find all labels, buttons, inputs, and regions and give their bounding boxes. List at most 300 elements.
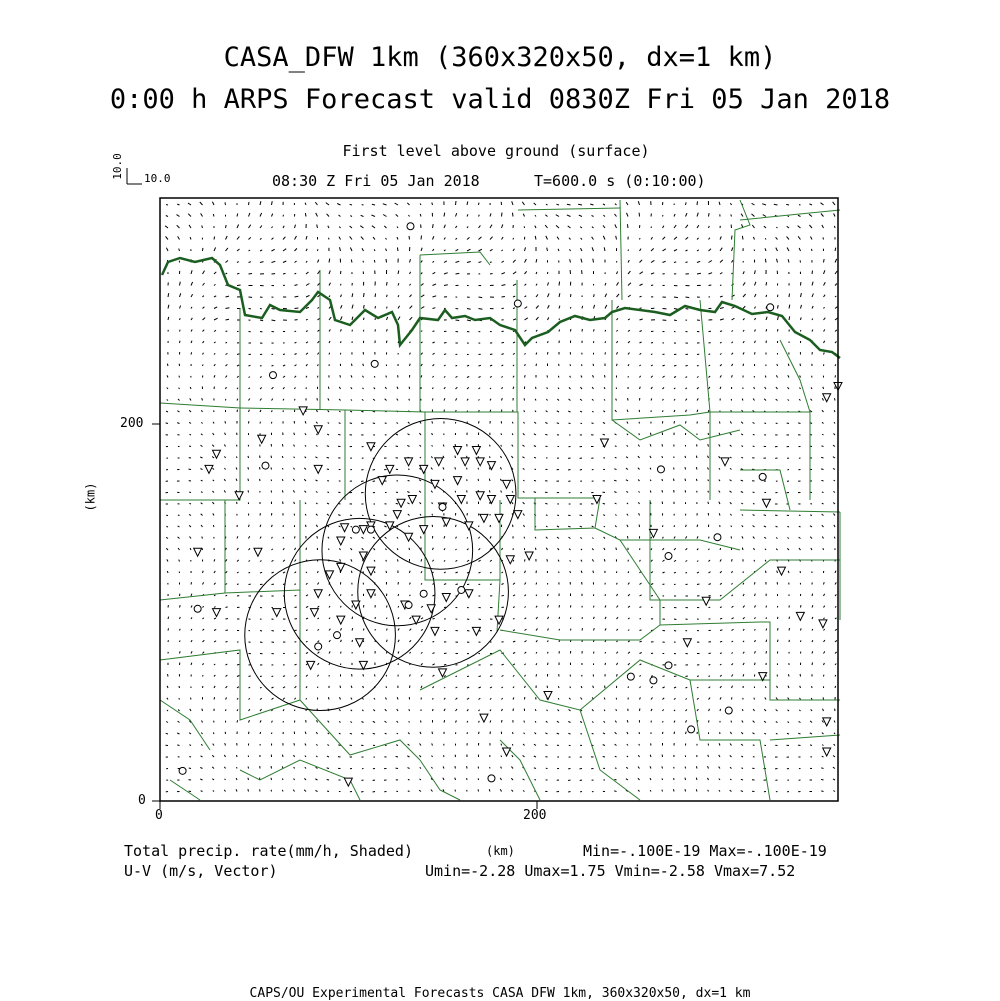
wind-vector — [260, 262, 264, 263]
wind-vector — [592, 733, 594, 734]
wind-vector — [306, 331, 308, 332]
wind-vector — [260, 732, 261, 734]
wind-vector — [640, 697, 641, 699]
wind-vector — [536, 259, 537, 262]
wind-vector — [191, 352, 192, 354]
wind-vector — [834, 422, 835, 423]
wind-vector — [202, 226, 203, 229]
wind-vector — [719, 468, 720, 469]
wind-vector — [340, 697, 341, 699]
wind-vector — [318, 629, 319, 630]
wind-vector — [536, 330, 537, 332]
wind-vector — [396, 745, 398, 746]
wind-vector — [627, 525, 628, 527]
wind-vector — [352, 628, 353, 630]
wind-vector — [524, 422, 525, 424]
wind-vector — [651, 537, 652, 539]
wind-vector — [306, 272, 309, 274]
wind-vector — [180, 651, 181, 653]
wind-vector — [213, 480, 214, 481]
wind-vector — [732, 675, 733, 677]
wind-vector — [674, 309, 678, 310]
wind-vector — [743, 663, 744, 665]
station-circle — [458, 586, 465, 593]
wind-vector — [835, 296, 836, 297]
wind-vector — [189, 768, 191, 769]
wind-vector — [557, 423, 559, 424]
wind-vector — [755, 318, 756, 320]
wind-vector — [444, 238, 445, 240]
wind-vector — [525, 296, 527, 297]
wind-vector — [189, 525, 191, 527]
wind-vector — [523, 214, 524, 217]
wind-vector — [360, 226, 363, 228]
wind-vector — [373, 780, 375, 781]
wind-vector — [166, 548, 168, 550]
station-triangle — [314, 426, 322, 434]
wind-vector — [755, 282, 756, 286]
wind-vector — [547, 375, 548, 377]
wind-vector — [686, 388, 687, 389]
wind-vector — [362, 537, 364, 538]
wind-vector — [592, 411, 593, 412]
wind-vector — [545, 422, 547, 423]
wind-vector — [444, 213, 445, 217]
wind-vector — [557, 526, 559, 527]
wind-vector — [674, 297, 678, 298]
wind-vector — [603, 503, 605, 504]
wind-vector — [616, 236, 617, 240]
wind-vector — [730, 421, 731, 423]
wind-vector — [166, 411, 168, 412]
wind-vector — [569, 399, 571, 401]
wind-vector — [317, 536, 318, 538]
wind-vector — [421, 284, 424, 286]
wind-vector — [709, 549, 710, 550]
wind-vector — [822, 422, 824, 423]
wind-vector — [615, 457, 617, 458]
wind-vector — [407, 756, 409, 757]
wind-vector — [603, 411, 605, 412]
wind-vector — [810, 515, 812, 516]
wind-vector — [397, 709, 398, 711]
wind-vector — [753, 237, 754, 240]
wind-vector — [755, 330, 756, 332]
wind-vector — [755, 605, 756, 607]
wind-vector — [686, 250, 688, 251]
wind-vector — [272, 320, 276, 321]
station-circle — [714, 534, 721, 541]
wind-vector — [787, 423, 789, 424]
wind-vector — [352, 293, 353, 297]
wind-vector — [640, 583, 642, 585]
wind-vector — [512, 491, 513, 492]
wind-vector — [272, 560, 274, 561]
wind-vector — [754, 548, 755, 550]
wind-vector — [604, 710, 605, 711]
wind-vector — [824, 582, 825, 584]
wind-vector — [512, 422, 513, 424]
wind-vector — [811, 237, 813, 240]
wind-vector — [801, 605, 802, 607]
wind-vector — [283, 468, 284, 470]
wind-vector — [546, 721, 548, 722]
wind-vector — [558, 698, 559, 699]
wind-vector — [603, 215, 605, 216]
wind-vector — [306, 525, 307, 527]
wind-vector — [603, 204, 605, 205]
wind-vector — [720, 296, 723, 297]
wind-vector — [339, 721, 340, 722]
wind-vector — [214, 629, 216, 630]
wind-vector — [810, 733, 812, 734]
wind-vector — [502, 297, 505, 298]
wind-vector — [421, 236, 422, 240]
wind-vector — [444, 687, 445, 688]
wind-vector — [592, 423, 594, 424]
wind-vector — [180, 341, 181, 343]
wind-vector — [605, 628, 606, 630]
station-triangle — [503, 480, 511, 488]
wind-vector — [212, 779, 214, 780]
wind-vector — [674, 525, 675, 527]
wind-vector — [626, 779, 628, 780]
wind-vector — [581, 560, 582, 562]
wind-vector — [662, 790, 663, 792]
wind-vector — [387, 282, 388, 286]
wind-vector — [295, 308, 299, 309]
wind-vector — [835, 364, 836, 366]
station-triangle — [386, 465, 394, 473]
wind-vector — [444, 273, 448, 274]
wind-vector — [617, 294, 620, 297]
wind-vector — [410, 284, 411, 286]
wind-vector — [685, 479, 686, 481]
wind-vector — [272, 249, 275, 251]
wind-vector — [236, 789, 237, 791]
wind-vector — [640, 331, 642, 332]
wind-vector — [594, 329, 595, 331]
wind-vector — [626, 202, 628, 205]
wind-vector — [166, 216, 168, 217]
wind-vector — [408, 744, 410, 746]
wind-vector — [316, 767, 318, 768]
wind-vector — [766, 651, 767, 653]
wind-vector — [605, 605, 606, 607]
wind-vector — [753, 721, 755, 723]
wind-vector — [686, 732, 687, 734]
wind-vector — [421, 663, 423, 665]
wind-vector — [523, 445, 525, 447]
wind-vector — [260, 410, 261, 412]
wind-vector — [339, 548, 340, 550]
wind-vector — [226, 686, 228, 688]
wind-vector — [513, 284, 516, 286]
wind-vector — [226, 548, 227, 550]
wind-vector — [614, 480, 616, 481]
wind-vector — [559, 617, 560, 619]
wind-vector — [513, 619, 515, 620]
wind-vector — [525, 664, 526, 665]
wind-vector — [283, 365, 285, 366]
wind-vector — [535, 537, 536, 539]
wind-vector — [536, 306, 539, 309]
wind-vector — [833, 445, 835, 446]
wind-vector — [387, 295, 388, 297]
wind-vector — [165, 226, 168, 228]
wind-vector — [835, 675, 836, 677]
wind-vector — [350, 423, 352, 424]
wind-vector — [316, 410, 317, 412]
wind-vector — [789, 674, 790, 676]
wind-vector — [686, 297, 690, 298]
wind-vector — [362, 248, 364, 251]
wind-vector — [443, 445, 444, 447]
wind-vector — [512, 445, 513, 447]
wind-vector — [663, 399, 664, 401]
wind-vector — [674, 687, 676, 688]
wind-vector — [788, 387, 790, 389]
wind-vector — [456, 572, 458, 573]
wind-vector — [651, 572, 653, 574]
wind-vector — [719, 743, 720, 745]
wind-vector — [778, 628, 779, 630]
wind-vector — [651, 260, 654, 262]
wind-vector — [177, 733, 179, 734]
wind-vector — [798, 226, 801, 228]
wind-vector — [226, 364, 228, 366]
wind-vector — [638, 502, 639, 504]
wind-vector — [787, 248, 789, 252]
wind-vector — [525, 583, 526, 585]
wind-vector — [489, 490, 490, 492]
wind-vector — [821, 214, 824, 217]
wind-vector — [479, 399, 480, 400]
wind-vector — [833, 468, 835, 469]
wind-vector — [433, 284, 437, 286]
wind-vector — [272, 399, 273, 401]
wind-vector — [408, 434, 410, 435]
wind-vector — [212, 502, 214, 504]
wind-vector — [638, 790, 639, 792]
wind-vector — [534, 203, 536, 205]
wind-vector — [720, 387, 721, 389]
wind-vector — [822, 398, 823, 400]
wind-vector — [720, 571, 722, 573]
wind-vector — [524, 733, 525, 734]
wind-vector — [363, 364, 364, 366]
chart-title-line1: CASA_DFW 1km (360x320x50, dx=1 km) — [0, 42, 1000, 73]
wind-vector — [833, 779, 835, 780]
wind-vector — [339, 709, 340, 711]
wind-vector — [361, 411, 363, 412]
wind-vector — [570, 249, 571, 251]
wind-vector — [351, 571, 352, 573]
wind-vector — [753, 515, 755, 516]
wind-vector — [812, 617, 813, 619]
wind-vector — [640, 548, 641, 550]
wind-vector — [662, 444, 663, 446]
wind-vector — [732, 595, 733, 596]
wind-vector — [203, 606, 204, 607]
wind-vector — [674, 410, 675, 412]
wind-vector — [822, 733, 824, 734]
wind-vector — [559, 319, 560, 321]
wind-vector — [559, 306, 560, 309]
wind-vector — [306, 606, 308, 607]
wind-vector — [523, 791, 524, 792]
wind-vector — [638, 468, 640, 470]
wind-vector — [626, 468, 628, 469]
station-triangle — [819, 620, 827, 628]
wind-vector — [674, 789, 675, 791]
wind-vector — [467, 549, 469, 550]
wind-vector — [663, 548, 665, 550]
wind-vector — [741, 469, 743, 470]
wind-vector — [479, 537, 480, 539]
wind-vector — [294, 468, 295, 470]
wind-vector — [766, 317, 767, 320]
y-tick-0: 0 — [138, 793, 146, 808]
wind-vector — [525, 318, 528, 320]
wind-vector — [419, 491, 421, 493]
wind-vector — [765, 698, 766, 700]
station-triangle — [205, 465, 213, 473]
wind-vector — [592, 526, 594, 527]
station-triangle — [194, 548, 202, 556]
wind-vector — [455, 790, 456, 792]
wind-vector — [798, 733, 800, 734]
wind-vector — [742, 548, 743, 550]
wind-vector — [686, 365, 688, 366]
wind-vector — [295, 365, 297, 366]
wind-vector — [397, 733, 398, 734]
wind-vector — [479, 548, 481, 550]
wind-vector — [824, 629, 825, 631]
reference-vector-v-label: 10.0 — [111, 153, 124, 180]
wind-vector — [467, 376, 469, 377]
wind-vector — [467, 631, 469, 632]
wind-vector — [350, 248, 352, 252]
wind-vector — [743, 652, 744, 654]
wind-vector — [776, 387, 778, 389]
wind-vector — [306, 698, 307, 699]
wind-vector — [226, 642, 228, 643]
wind-vector — [720, 641, 722, 642]
wind-vector — [568, 411, 570, 412]
wind-vector — [708, 456, 709, 458]
wind-vector — [835, 271, 837, 274]
wind-vector — [525, 364, 526, 366]
wind-vector — [490, 388, 491, 389]
wind-vector — [419, 480, 421, 481]
wind-vector — [237, 548, 238, 550]
wind-vector — [774, 204, 778, 205]
wind-vector — [407, 445, 409, 446]
wind-vector — [283, 698, 285, 700]
wind-vector — [523, 514, 525, 516]
wind-vector — [328, 410, 329, 412]
wind-vector — [502, 213, 503, 217]
wind-vector — [592, 399, 594, 400]
wind-vector — [467, 262, 471, 263]
wind-vector — [225, 743, 226, 745]
station-circle — [514, 300, 521, 307]
wind-vector — [249, 720, 250, 722]
wind-vector — [306, 249, 307, 251]
wind-vector — [741, 214, 743, 217]
wind-vector — [444, 664, 446, 665]
wind-vector — [249, 365, 251, 366]
station-circle — [488, 775, 495, 782]
wind-vector — [640, 595, 642, 596]
wind-vector — [317, 720, 318, 722]
wind-vector — [387, 606, 388, 608]
wind-vector — [559, 640, 560, 642]
wind-vector — [500, 789, 501, 791]
wind-vector — [214, 353, 215, 354]
wind-vector — [202, 537, 203, 539]
wind-vector — [272, 687, 274, 688]
wind-vector — [697, 387, 699, 389]
wind-vector — [605, 330, 606, 332]
wind-vector — [316, 525, 317, 527]
wind-vector — [351, 698, 352, 700]
wind-vector — [327, 791, 329, 792]
wind-vector — [719, 767, 720, 769]
wind-vector — [755, 663, 756, 665]
wind-vector — [615, 515, 616, 516]
wind-vector — [824, 307, 825, 308]
wind-vector — [742, 721, 743, 723]
wind-vector — [536, 342, 537, 343]
wind-vector — [213, 513, 214, 515]
wind-vector — [168, 293, 169, 297]
wind-vector — [686, 309, 689, 310]
wind-vector — [674, 676, 676, 677]
wind-vector — [387, 317, 388, 320]
wind-vector — [536, 284, 537, 286]
wind-vector — [283, 399, 284, 401]
wind-vector — [730, 767, 732, 768]
wind-vector — [166, 733, 168, 734]
wind-vector — [479, 237, 482, 240]
wind-vector — [755, 640, 756, 642]
wind-vector — [479, 421, 480, 423]
wind-vector — [709, 285, 712, 286]
wind-vector — [338, 434, 340, 435]
wind-vector — [214, 307, 217, 309]
wind-vector — [741, 732, 743, 734]
wind-vector — [191, 294, 193, 297]
wind-vector — [580, 470, 582, 471]
wind-vector — [329, 549, 330, 550]
wind-vector — [479, 698, 481, 699]
wind-vector — [513, 652, 515, 653]
wind-vector — [614, 469, 616, 470]
wind-vector — [177, 225, 180, 228]
wind-vector — [444, 225, 445, 228]
wind-vector — [283, 226, 284, 228]
wind-vector — [306, 353, 308, 355]
wind-vector — [557, 237, 559, 240]
wind-vector — [248, 778, 249, 780]
wind-vector — [410, 583, 411, 585]
wind-vector — [385, 709, 387, 711]
wind-vector — [638, 767, 640, 769]
wind-vector — [203, 283, 205, 286]
wind-vector — [237, 214, 238, 217]
